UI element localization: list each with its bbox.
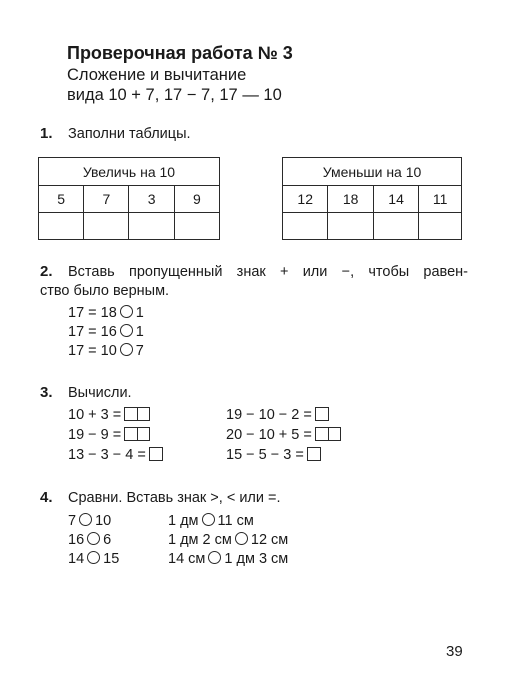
- answer-box-single[interactable]: [149, 447, 163, 461]
- compare-right: 12 см: [250, 532, 289, 548]
- answer-circle[interactable]: [120, 324, 133, 337]
- worksheet-subtitle-line1: Сложение и вычитание: [67, 66, 247, 84]
- compare-left: 1 дм 2 см: [168, 532, 232, 548]
- table-increase-answer-cell[interactable]: [84, 213, 129, 240]
- task2-text-line2: ство было верным.: [40, 283, 170, 299]
- task3-expression: [68, 427, 150, 443]
- task2-line-right: 7: [135, 343, 144, 359]
- task2-line: [68, 343, 144, 359]
- task3-number: 3.: [40, 384, 53, 401]
- answer-box-double[interactable]: [124, 407, 150, 421]
- answer-box-single[interactable]: [315, 407, 329, 421]
- task2-line-right: 1: [135, 305, 144, 321]
- answer-circle[interactable]: [79, 513, 92, 526]
- answer-box-double[interactable]: [315, 427, 341, 441]
- task3-expression-text: 19 − 9 =: [68, 427, 122, 443]
- task4-compare: [68, 513, 111, 529]
- task2-line: [68, 305, 144, 321]
- task4-compare: [168, 551, 288, 567]
- answer-box-double[interactable]: [124, 427, 150, 441]
- page-number: 39: [446, 643, 463, 660]
- table-increase-answer-cell[interactable]: [39, 213, 84, 240]
- table-decrease-answer-cell[interactable]: [328, 213, 373, 240]
- task2-line-left: 17 = 18: [68, 305, 117, 321]
- task4-compare: [68, 532, 111, 548]
- table-increase-answer-cell[interactable]: [129, 213, 174, 240]
- table-decrease-header: Уменьши на 10: [283, 158, 462, 186]
- task2-line: [68, 324, 144, 340]
- table-increase-cell: 7: [84, 186, 129, 213]
- table-decrease-answer-cell[interactable]: [283, 213, 328, 240]
- task3-expression: [68, 407, 150, 423]
- task3-expression: [226, 427, 341, 443]
- table-increase-answer-cell[interactable]: [174, 213, 219, 240]
- table-increase: [38, 157, 220, 240]
- task3-text: Вычисли.: [68, 385, 132, 401]
- compare-left: 14: [68, 551, 85, 567]
- task4-number: 4.: [40, 489, 53, 506]
- compare-left: 7: [68, 513, 77, 529]
- task3-expression: [226, 447, 321, 463]
- compare-right: 11 см: [217, 513, 254, 529]
- answer-circle[interactable]: [87, 551, 100, 564]
- task4-text: Сравни. Вставь знак >, < или =.: [68, 490, 281, 506]
- table-increase-cell: 3: [129, 186, 174, 213]
- answer-circle[interactable]: [208, 551, 221, 564]
- task3-expression: [226, 407, 329, 423]
- task3-expression-text: 10 + 3 =: [68, 407, 122, 423]
- task1-text: Заполни таблицы.: [68, 126, 191, 142]
- task4-compare: [168, 532, 288, 548]
- compare-left: 16: [68, 532, 85, 548]
- task3-expression-text: 15 − 5 − 3 =: [226, 447, 304, 463]
- table-decrease-cell: 18: [328, 186, 373, 213]
- task4-compare: [168, 513, 254, 529]
- answer-circle[interactable]: [120, 343, 133, 356]
- table-decrease-answer-cell[interactable]: [373, 213, 418, 240]
- worksheet-title: Проверочная работа № 3: [67, 43, 293, 63]
- task2-line-left: 17 = 16: [68, 324, 117, 340]
- answer-circle[interactable]: [120, 305, 133, 318]
- table-decrease-cell: 14: [373, 186, 418, 213]
- worksheet-subtitle-line2: вида 10 + 7, 17 − 7, 17 — 10: [67, 86, 282, 104]
- compare-right: 1 дм 3 см: [224, 551, 289, 567]
- table-decrease-answer-cell[interactable]: [419, 213, 462, 240]
- table-decrease: [282, 157, 462, 240]
- compare-left: 14 см: [168, 551, 206, 567]
- answer-circle[interactable]: [87, 532, 100, 545]
- compare-right: 15: [103, 551, 120, 567]
- task3-expression: [68, 447, 163, 463]
- task2-text-line1: Вставь пропущенный знак + или −, чтобы равен-: [68, 264, 468, 280]
- task1-number: 1.: [40, 125, 53, 142]
- task3-expression-text: 20 − 10 + 5 =: [226, 427, 312, 443]
- task2-number: 2.: [40, 263, 53, 280]
- task2-line-right: 1: [135, 324, 144, 340]
- table-increase-header: Увеличь на 10: [39, 158, 220, 186]
- answer-circle[interactable]: [235, 532, 248, 545]
- answer-circle[interactable]: [202, 513, 215, 526]
- task3-expression-text: 13 − 3 − 4 =: [68, 447, 146, 463]
- task4-compare: [68, 551, 119, 567]
- task3-expression-text: 19 − 10 − 2 =: [226, 407, 312, 423]
- compare-right: 10: [95, 513, 112, 529]
- table-increase-cell: 9: [174, 186, 219, 213]
- compare-right: 6: [103, 532, 112, 548]
- table-decrease-cell: 12: [283, 186, 328, 213]
- table-decrease-cell: 11: [419, 186, 462, 213]
- compare-left: 1 дм: [168, 513, 199, 529]
- answer-box-single[interactable]: [307, 447, 321, 461]
- table-increase-cell: 5: [39, 186, 84, 213]
- task2-line-left: 17 = 10: [68, 343, 117, 359]
